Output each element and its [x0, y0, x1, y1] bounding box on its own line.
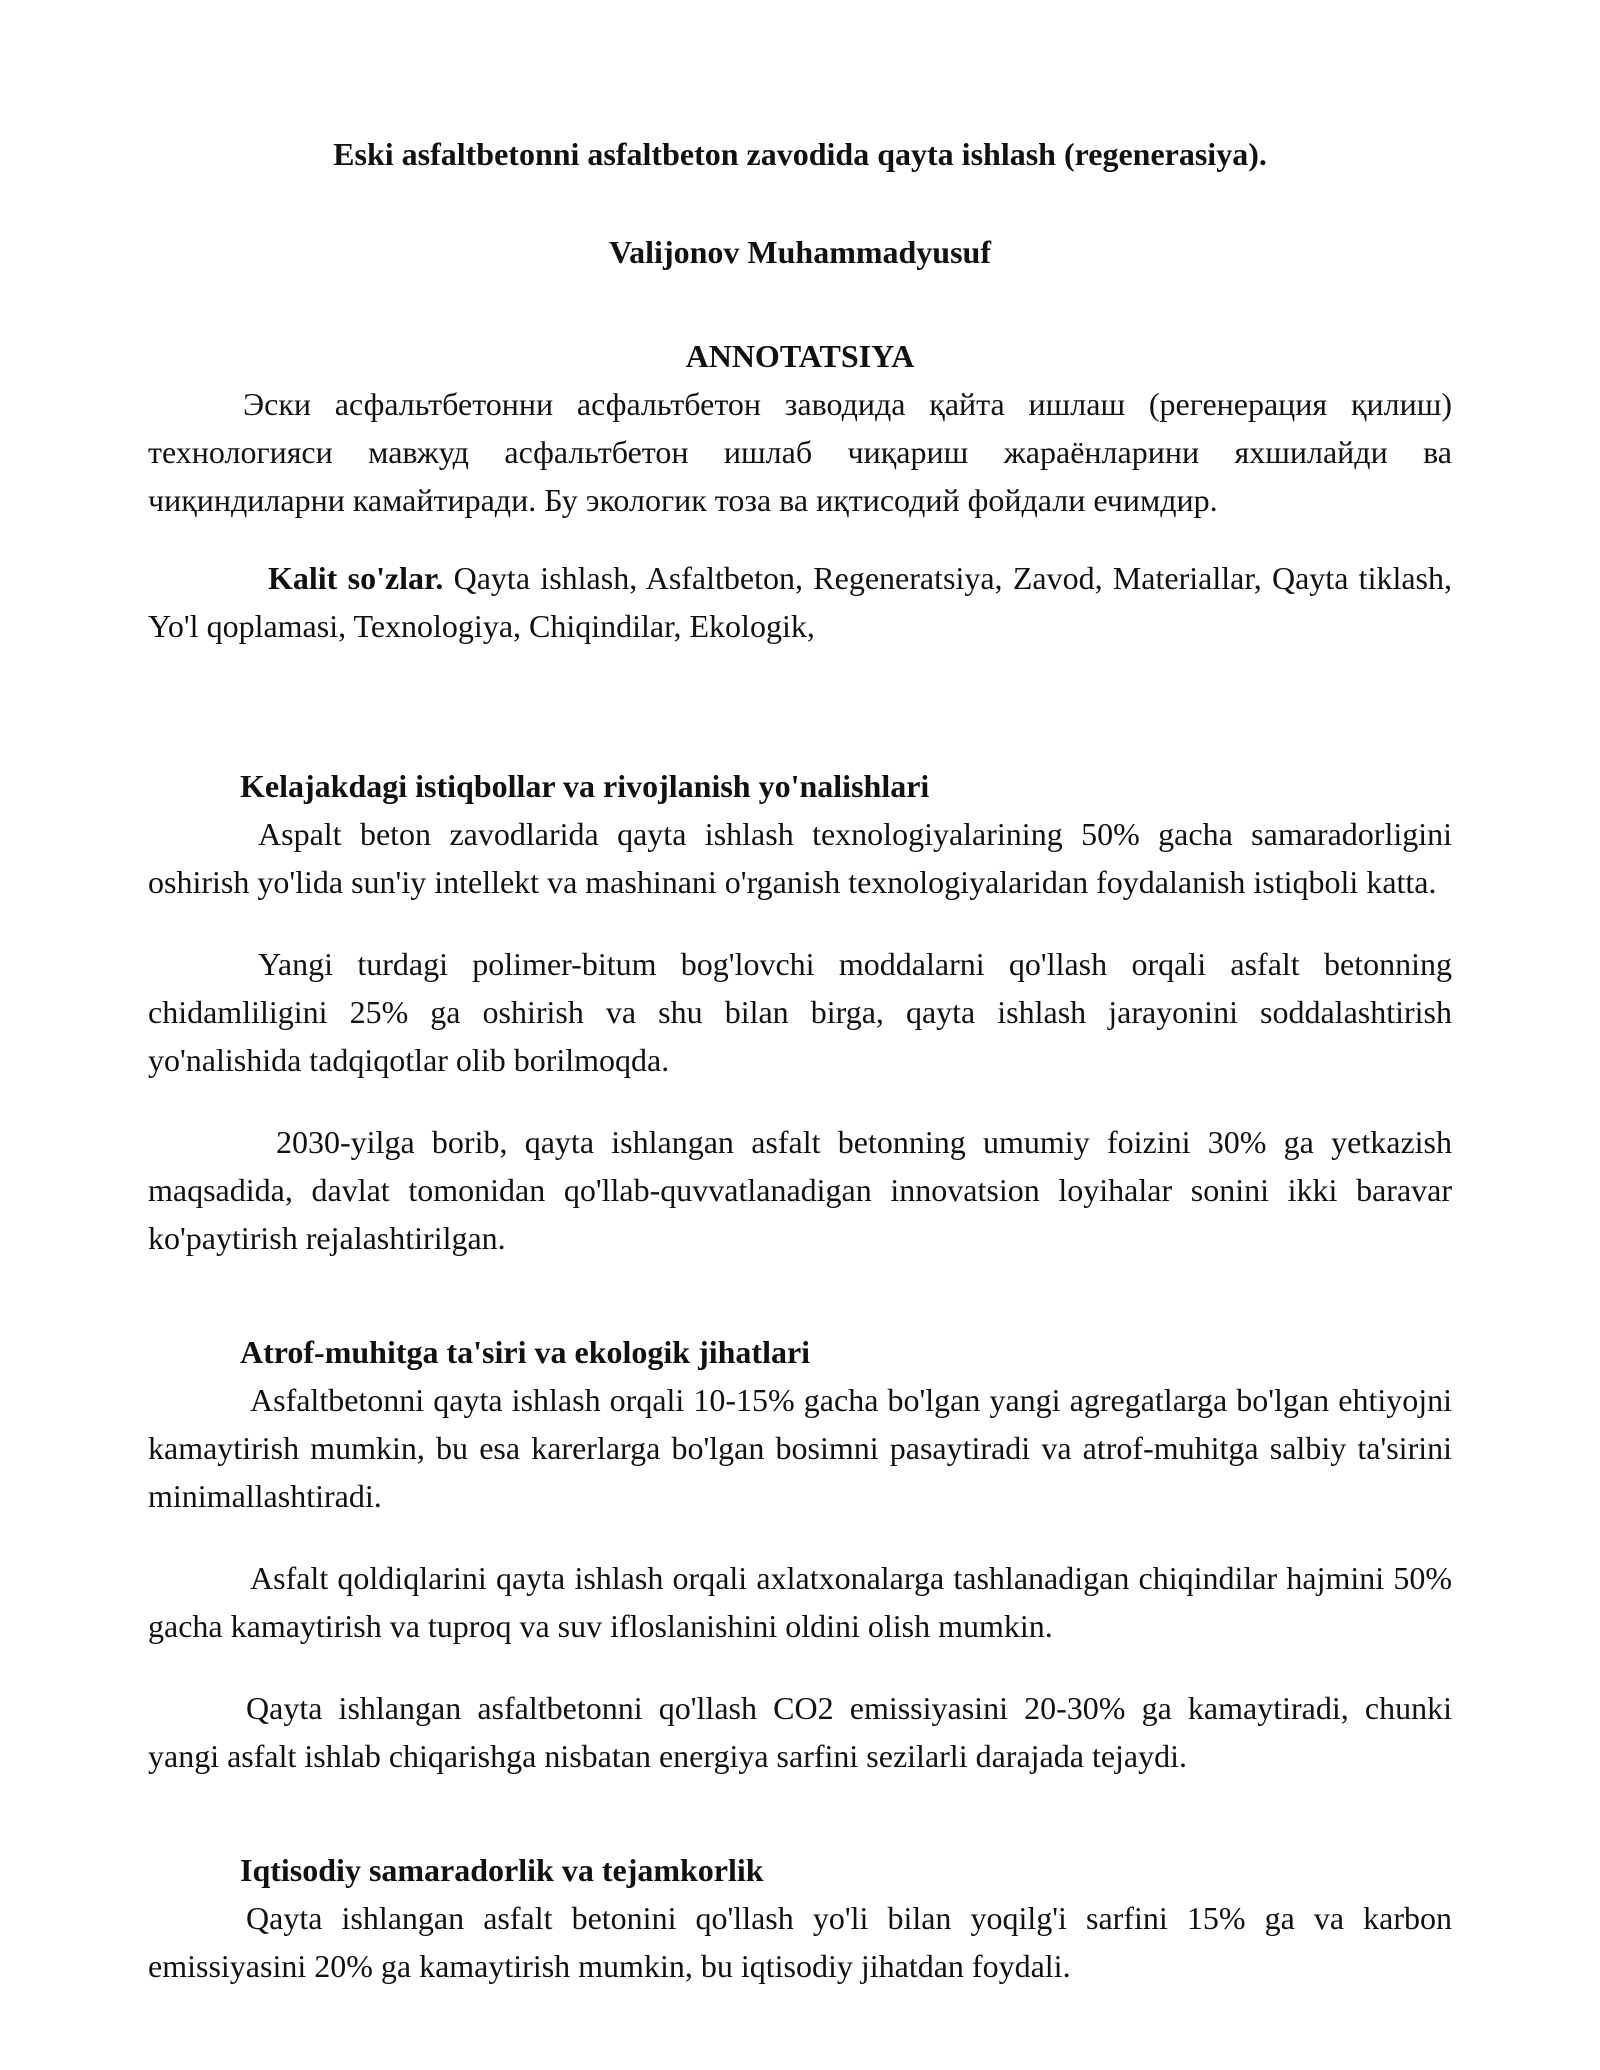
document-body	[148, 0, 1452, 1990]
author-name: Valijonov Muhammadyusuf	[608, 234, 991, 270]
annotation-text: Эски асфальтбетонни асфальтбетон заводида қайта ишлаш (регенерация қилиш) технологияси мавжуд асфальтбетон ишлаб чиқариш жараёнларини яхшилайди ва чиқиндиларни камайтиради. Бу экологик тоза ва иқтисодий фойдали ечимдир.	[148, 386, 1452, 518]
document-title: Eski asfaltbetonni asfaltbeton zavodida qayta ishlash (regenerasiya).	[333, 136, 1267, 172]
keywords-text: Qayta ishlash, Asfaltbeton, Regeneratsiya, Zavod, Materiallar, Qayta tiklash, Yo'l qoplamasi, Texnologiya, Chiqindilar, Ekologik,	[148, 560, 1453, 644]
section-paragraph: Yangi turdagi polimer-bitum bog'lovchi moddalarni qo'llash orqali asfalt betonning chidamliligini 25% ga oshirish va shu bilan birga, qayta ishlash jarayonini soddalashtirish yo'nalishida tadqiqotlar olib borilmoqda.	[148, 946, 1452, 1078]
section-paragraph: 2030-yilga borib, qayta ishlangan asfalt betonning umumiy foizini 30% ga yetkazish maqsadida, davlat tomonidan qo'llab-quvvatlanadigan innovatsion loyihalar sonini ikki baravar ko'paytirish rejalashtirilgan.	[148, 1124, 1452, 1256]
section-paragraph: Asfaltbetonni qayta ishlash orqali 10-15% gacha bo'lgan yangi agregatlarga bo'lgan ehtiyojni kamaytirish mumkin, bu esa karerlarga bo'lgan bosimni pasaytiradi va atrof-muhitga salbiy ta'sirini minimallashtiradi.	[148, 1382, 1452, 1514]
section-heading-environment: Atrof-muhitga ta'siri va ekologik jihatlari	[240, 1334, 811, 1370]
section-heading-economy: Iqtisodiy samaradorlik va tejamkorlik	[240, 1852, 764, 1888]
section-heading-prospects: Kelajakdagi istiqbollar va rivojlanish yo'nalishlari	[240, 768, 930, 804]
keywords-label: Kalit so'zlar.	[268, 560, 444, 596]
section-paragraph: Qayta ishlangan asfaltbetonni qo'llash CO2 emissiyasini 20-30% ga kamaytiradi, chunki yangi asfalt ishlab chiqarishga nisbatan energiya sarfini sezilarli darajada tejaydi.	[148, 1690, 1452, 1774]
section-paragraph: Aspalt beton zavodlarida qayta ishlash texnologiyalarining 50% gacha samaradorligini oshirish yo'lida sun'iy intellekt va mashinani o'rganish texnologiyalaridan foydalanish istiqboli katta.	[148, 816, 1452, 900]
annotation-heading: ANNOTATSIYA	[685, 338, 915, 374]
section-paragraph: Asfalt qoldiqlarini qayta ishlash orqali axlatxonalarga tashlanadigan chiqindilar hajmini 50% gacha kamaytirish va tuproq va suv ifloslanishini oldini olish mumkin.	[148, 1560, 1452, 1644]
section-paragraph: Qayta ishlangan asfalt betonini qo'llash yo'li bilan yoqilg'i sarfini 15% ga va karbon emissiyasini 20% ga kamaytirish mumkin, bu iqtisodiy jihatdan foydali.	[148, 1900, 1452, 1984]
keywords-paragraph	[148, 554, 1452, 650]
